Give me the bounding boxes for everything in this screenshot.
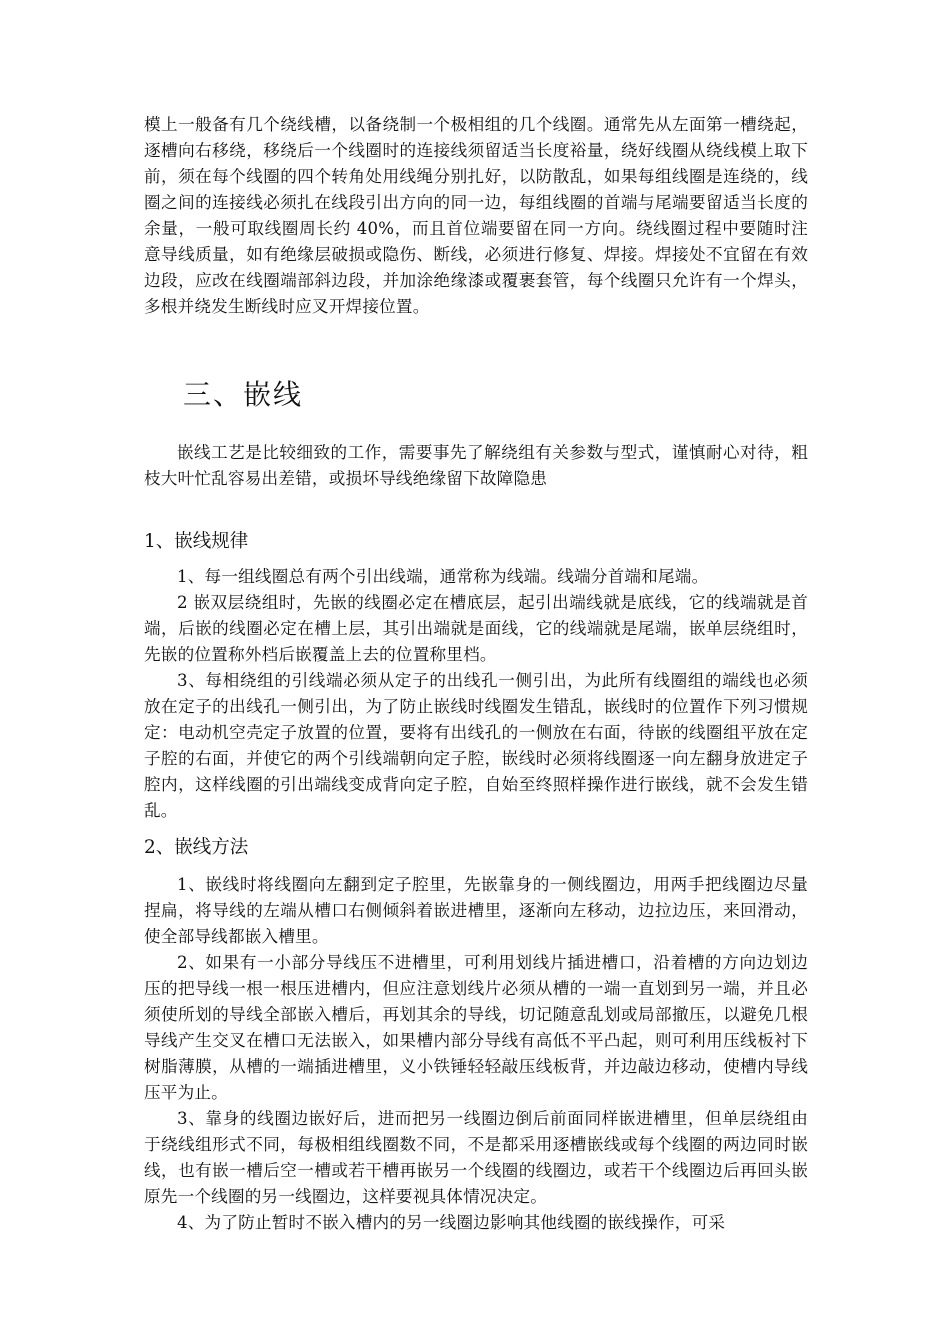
paragraph-embedding-intro: 嵌线工艺是比较细致的工作，需要事先了解绕组有关参数与型式，谨慎耐心对待，粗枝大叶忙乱容易出差错，或损坏导线绝缘留下故障隐患 [144,443,808,488]
subheading-embedding-method: 2、嵌线方法 [144,837,249,858]
document-body [144,112,808,1236]
paragraph-method-2: 2、如果有一小部分导线压不进槽里，可利用划线片插进槽口，沿着槽的方向边划边压的把导线一根一根压进槽内，但应注意划线片必须从槽的一端一直划到另一端，并且必须使所划的导线全部嵌入槽后，再划其余的导线，切记随意乱划或局部撤压，以避免几根导线产生交叉在槽口无法嵌入，如果槽内部分导线有高低不平凸起，则可利用压线板衬下树脂薄膜，从槽的一端插进槽里，义小铁锤轻轻敲压线板背，并边敲边移动，使槽内导线压平为止。 [144,953,808,1102]
section-heading-embedding: 三、嵌线 [183,378,304,411]
paragraph-method-3: 3、靠身的线圈边嵌好后，进而把另一线圈边倒后前面同样嵌进槽里，但单层绕组由于绕线组形式不同，每极相组线圈数不同，不是都采用逐槽嵌线或每个线圈的两边同时嵌线，也有嵌一槽后空一槽或若干槽再嵌另一个线圈的线圈边，或若干个线圈边后再回头嵌原先一个线圈的另一线圈边，这样要视具体情况决定。 [144,1109,808,1206]
paragraph-rule-1: 1、每一组线圈总有两个引出线端，通常称为线端。线端分首端和尾端。 [177,567,709,586]
paragraph-rule-2: 2 嵌双层绕组时，先嵌的线圈必定在槽底层，起引出端线就是底线，它的线端就是首端，后嵌的线圈必定在槽上层，其引出端就是面线，它的线端就是尾端，嵌单层绕组时，先嵌的位置称外档后嵌覆盖上去的位置称里档。 [144,593,808,664]
paragraph-winding-continuation: 模上一般备有几个绕线槽，以备绕制一个极相组的几个线圈。通常先从左面第一槽绕起，逐槽向右移绕，移绕后一个线圈时的连接线须留适当长度裕量，绕好线圈从绕线模上取下前，须在每个线圈的四个转角处用线绳分别扎好，以防散乱，如果每组线圈是连绕的，线圈之间的连接线必须扎在线段引出方向的同一边，每组线圈的首端与尾端要留适当长度的余量，一般可取线圈周长约 40%，而且首位端要留在同一方向。绕线圈过程中要随时注意导线质量，如有绝缘层破损或隐伤、断线，必须进行修复、焊接。焊接处不宜留在有效边段，应改在线圈端部斜边段，并加涂绝缘漆或覆裹套管，每个线圈只允许有一个焊头，多根并绕发生断线时应叉开焊接位置。 [144,115,808,316]
paragraph-method-4: 4、为了防止暂时不嵌入槽内的另一线圈边影响其他线圈的嵌线操作，可采 [177,1213,726,1232]
paragraph-rule-3: 3、每相绕组的引线端必须从定子的出线孔一侧引出，为此所有线圈组的端线也必须放在定子的出线孔一侧引出，为了防止嵌线时线圈发生错乱，嵌线时的位置作下列习惯规定：电动机空壳定子放置的位置，要将有出线孔的一侧放在右面，待嵌的线圈组平放在定子腔的右面，并使它的两个引线端朝向定子腔，嵌线时必须将线圈逐一向左翻身放进定子腔内，这样线圈的引出端线变成背向定子腔，自始至终照样操作进行嵌线，就不会发生错乱。 [144,671,808,820]
paragraph-method-1: 1、嵌线时将线圈向左翻到定子腔里，先嵌靠身的一侧线圈边，用两手把线圈边尽量捏扁，将导线的左端从槽口右侧倾斜着嵌进槽里，逐渐向左移动，边拉边压，来回滑动，使全部导线都嵌入槽里。 [144,875,808,946]
subheading-embedding-rules: 1、嵌线规律 [144,531,249,552]
